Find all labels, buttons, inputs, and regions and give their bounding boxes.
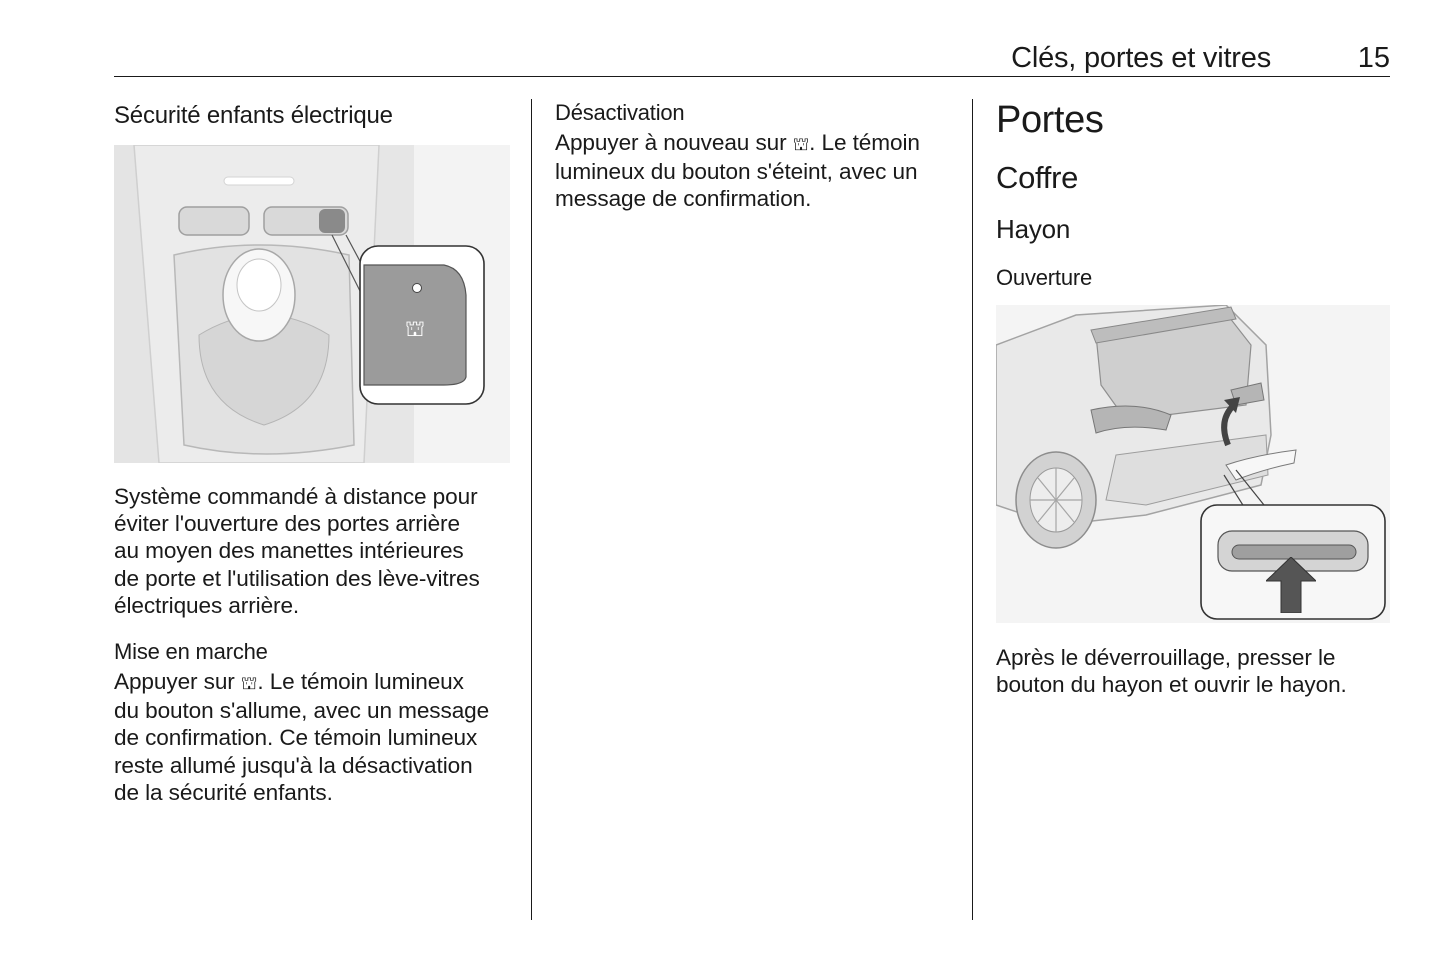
- subheading-activation: Mise en marche: [114, 639, 268, 664]
- activation-line: de confirmation. Ce témoin lumineux: [114, 725, 478, 751]
- child-lock-icon: ⛫: [792, 134, 810, 155]
- figure-center-console: [114, 145, 510, 463]
- section-heading-trunk: Coffre: [996, 160, 1079, 195]
- section-heading-tailgate: Hayon: [996, 214, 1071, 244]
- header-rule: [114, 76, 1390, 77]
- activation-text-start: Appuyer sur: [114, 669, 241, 694]
- page-number: 15: [1357, 42, 1390, 74]
- intro-line: au moyen des manettes intérieures: [114, 538, 464, 564]
- subheading-deactivation: Désactivation: [555, 100, 685, 125]
- chapter-heading-doors: Portes: [996, 99, 1104, 141]
- intro-line: de porte et l'utilisation des lève-vitres: [114, 565, 480, 591]
- activation-line: du bouton s'allume, avec un message: [114, 698, 490, 724]
- column-divider-2: [972, 99, 973, 920]
- running-header-title: Clés, portes et vitres: [1011, 42, 1271, 74]
- intro-line: Système commandé à distance pour: [114, 484, 478, 509]
- arrow-up-icon: [1266, 557, 1316, 613]
- figure-tailgate: [996, 305, 1390, 623]
- deactivation-line: message de confirmation.: [555, 186, 812, 212]
- opening-paragraph: [996, 644, 1347, 698]
- intro-line: électriques arrière.: [114, 592, 300, 618]
- deactivation-paragraph: [555, 129, 920, 213]
- activation-line: reste allumé jusqu'à la désactivation: [114, 752, 473, 778]
- deactivation-line: lumineux du bouton s'éteint, avec un: [555, 159, 918, 185]
- column-divider-1: [531, 99, 532, 920]
- section-heading-child-lock: Sécurité enfants électrique: [114, 102, 393, 129]
- subheading-opening: Ouverture: [996, 265, 1093, 290]
- activation-text-end: . Le témoin lumineux: [257, 669, 464, 694]
- child-lock-icon: ⛫: [404, 317, 426, 342]
- activation-paragraph: [114, 668, 489, 806]
- deactivation-text-end: . Le témoin: [809, 130, 920, 155]
- intro-paragraph: [114, 483, 480, 619]
- deactivation-text-start: Appuyer à nouveau sur: [555, 130, 793, 155]
- intro-line: éviter l'ouverture des portes arrière: [114, 511, 460, 537]
- child-lock-icon: ⛫: [240, 673, 258, 694]
- activation-line: de la sécurité enfants.: [114, 779, 333, 805]
- opening-line: bouton du hayon et ouvrir le hayon.: [996, 672, 1347, 698]
- opening-line: Après le déverrouillage, presser le: [996, 645, 1336, 670]
